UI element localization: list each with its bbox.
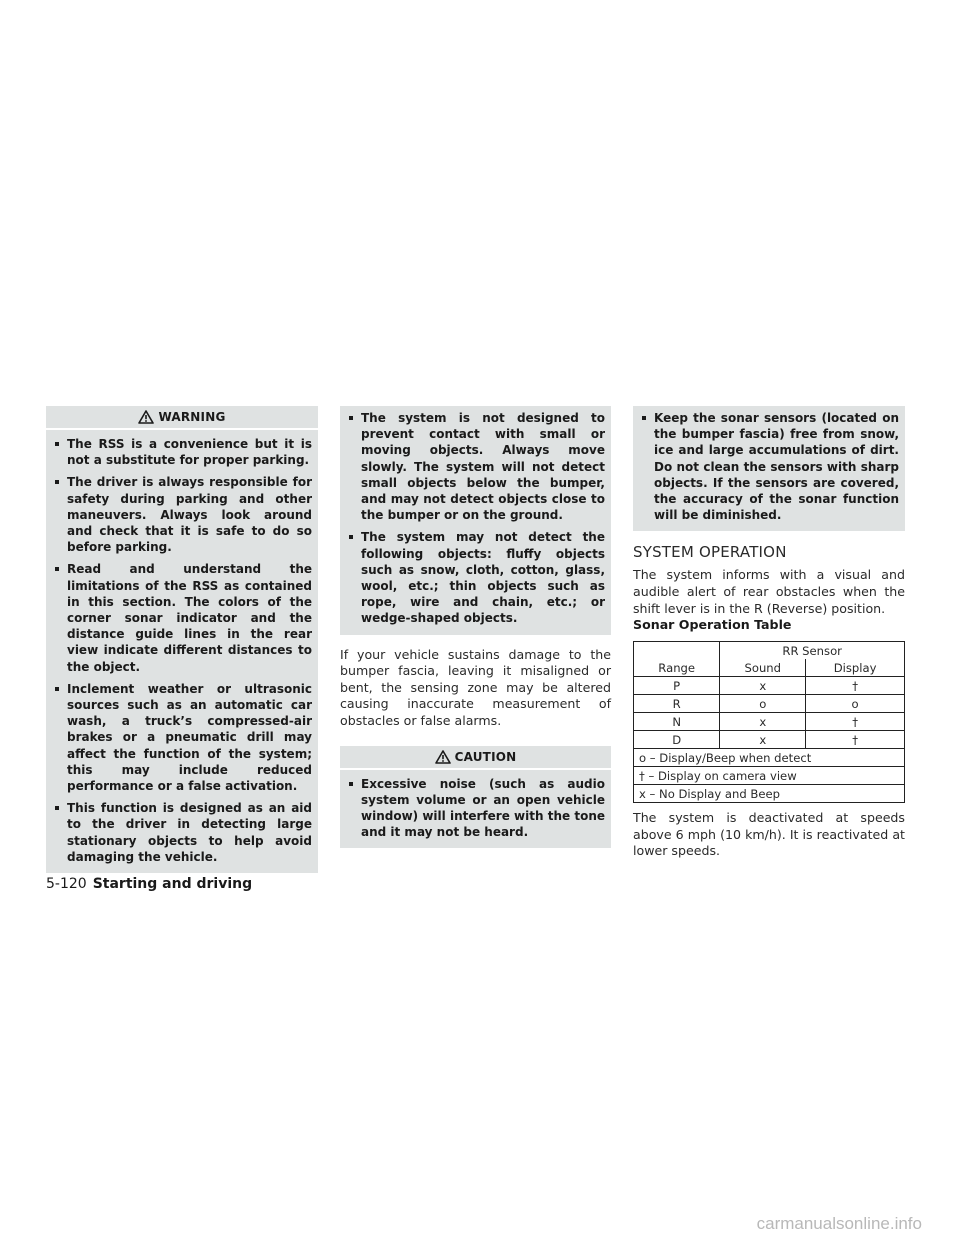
caution-item: Keep the sonar sensors (located on the bumper fascia) free from snow, ice and large accumulations of dirt. Do not clean the sensors with sharp objects. If the sensors are covered, the accuracy of the sonar function will be diminished. bbox=[641, 410, 899, 523]
table-cell: N bbox=[634, 713, 720, 731]
table-cell: D bbox=[634, 731, 720, 749]
table-row bbox=[634, 677, 905, 695]
system-intro: The system informs with a visual and audible alert of rear obstacles when the shift lever is in the R (Reverse) position. bbox=[633, 567, 905, 616]
caution-continued-list bbox=[633, 410, 905, 523]
warning-continued-box bbox=[340, 406, 611, 635]
table-cell: R bbox=[634, 695, 720, 713]
table-cell: † bbox=[806, 731, 905, 749]
table-row bbox=[634, 713, 905, 731]
damage-paragraph: If your vehicle sustains damage to the bumper fascia, leaving it misaligned or bent, the sensing zone may be altered causing inaccurate measurement of obstacles or false alarms. bbox=[340, 646, 611, 729]
warning-header bbox=[46, 406, 318, 430]
caution-continued-box bbox=[633, 406, 905, 531]
caution-triangle-icon bbox=[435, 750, 451, 764]
table-header-row bbox=[634, 659, 905, 677]
table-legend-row bbox=[634, 785, 905, 803]
warning-item: The RSS is a convenience but it is not a substitute for proper parking. bbox=[54, 436, 312, 468]
page-number: 5-120 bbox=[46, 876, 87, 892]
column-3 bbox=[633, 406, 905, 860]
caution-item: Excessive noise (such as audio system volume or an open vehicle window) will interfere with the tone and it may not be heard. bbox=[348, 776, 605, 841]
warning-item: The system may not detect the following objects: fluffy objects such as snow, cloth, cotton, glass, wool, etc.; thin objects such as rope, wire and chain, etc.; or wedge-shaped objects. bbox=[348, 529, 605, 626]
warning-triangle-icon bbox=[138, 410, 154, 424]
warning-item: Read and understand the limitations of the RSS as contained in this section. The colors of the corner sonar indicator and the distance guide lines in the rear view indicate different distances to the object. bbox=[54, 561, 312, 674]
column-header: Range bbox=[634, 659, 720, 677]
warning-item: The driver is always responsible for safety during parking and other maneuvers. Always look around and check that it is safe to do so before parking. bbox=[54, 474, 312, 555]
table-cell: x bbox=[720, 677, 806, 695]
column-header: Display bbox=[806, 659, 905, 677]
table-header-row bbox=[634, 642, 905, 660]
caution-list bbox=[340, 776, 611, 841]
warning-item: This function is designed as an aid to the driver in detecting large stationary objects to help avoid damaging the vehicle. bbox=[54, 800, 312, 865]
table-cell: x bbox=[720, 731, 806, 749]
column-header: Sound bbox=[720, 659, 806, 677]
legend-cell: † – Display on camera view bbox=[634, 767, 905, 785]
table-cell: † bbox=[806, 677, 905, 695]
caution-box bbox=[340, 746, 611, 849]
system-closing-paragraph: The system is deactivated at speeds above 6 mph (10 km/h). It is reactivated at lower speeds. bbox=[633, 810, 905, 859]
column-2 bbox=[340, 406, 611, 848]
warning-item: The system is not designed to prevent contact with small or moving objects. Always move slowly. The system will not detect small objects below the bumper, and may not detect objects close to the bumper or on the ground. bbox=[348, 410, 605, 523]
caution-heading: CAUTION bbox=[454, 749, 517, 764]
chapter-title: Starting and driving bbox=[92, 876, 253, 892]
section-title: SYSTEM OPERATION bbox=[633, 543, 787, 562]
legend-cell: o – Display/Beep when detect bbox=[634, 749, 905, 767]
warning-continued-list bbox=[340, 410, 611, 627]
table-cell: o bbox=[806, 695, 905, 713]
column-1 bbox=[46, 406, 318, 873]
table-title: Sonar Operation Table bbox=[633, 617, 792, 633]
warning-heading: WARNING bbox=[158, 410, 226, 424]
table-legend-row bbox=[634, 767, 905, 785]
table-corner-cell bbox=[634, 642, 720, 660]
table-cell: † bbox=[806, 713, 905, 731]
table-cell: o bbox=[720, 695, 806, 713]
warning-item: Inclement weather or ultrasonic sources such as an automatic car wash, a truck’s compressed-air brakes or a pneumatic drill may affect the function of the system; this may include reduced performance or a false activation. bbox=[54, 681, 312, 794]
table-legend-row bbox=[634, 749, 905, 767]
sonar-operation-table bbox=[633, 641, 905, 803]
table-group-header: RR Sensor bbox=[720, 642, 905, 660]
caution-header bbox=[340, 746, 611, 770]
warning-list bbox=[46, 436, 318, 865]
table-cell: P bbox=[634, 677, 720, 695]
table-cell: x bbox=[720, 713, 806, 731]
table-row bbox=[634, 731, 905, 749]
watermark: carmanualsonline.info bbox=[756, 1214, 922, 1233]
table-row bbox=[634, 695, 905, 713]
legend-cell: x – No Display and Beep bbox=[634, 785, 905, 803]
warning-box bbox=[46, 406, 318, 873]
page-footer bbox=[46, 876, 252, 892]
